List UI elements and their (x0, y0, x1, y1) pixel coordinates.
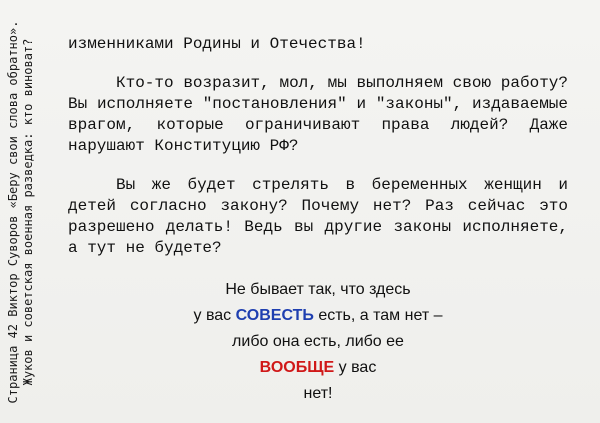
poem-line-4-end: у вас (334, 359, 377, 376)
poem-line-1: Не бывает так, что здесь (225, 281, 411, 298)
main-text (68, 34, 568, 407)
poem-line-5: нет! (303, 385, 333, 402)
poem-line-4 (68, 355, 568, 381)
poem-line-2 (68, 303, 568, 329)
keyword-at-all: ВООБЩЕ (259, 359, 335, 376)
paragraph-1: изменниками Родины и Отечества! (68, 35, 366, 53)
poem-line-2-end: есть, а там нет – (313, 307, 443, 324)
sidebar-caption-line-2: Жуков и советская военная разведка: кто виноват? (21, 38, 35, 386)
paragraph-2: Кто-то возразит, мол, мы выполняем свою работу? Вы исполняете "постановления" и "законы", издаваемые врагом, которые ограничивают права людей? Даже нарушают Конституцию РФ? (68, 74, 568, 155)
paragraph-3: Вы же будет стрелять в беременных женщин и детей согласно закону? Почему нет? Раз сейчас это разрешено делать! Ведь вы другие законы исполняете, а тут не будете? (68, 176, 568, 257)
keyword-conscience: СОВЕСТЬ (235, 307, 314, 324)
poem-block (68, 277, 568, 407)
sidebar-caption (6, 12, 36, 412)
poem-line-2-start: у вас (193, 307, 236, 324)
sidebar-caption-line-1: Страница 42 Виктор Суворов «Беру свои слова обратно». (6, 20, 20, 404)
page-sidebar (0, 0, 42, 423)
poem-line-3: либо она есть, либо ее (232, 333, 404, 350)
